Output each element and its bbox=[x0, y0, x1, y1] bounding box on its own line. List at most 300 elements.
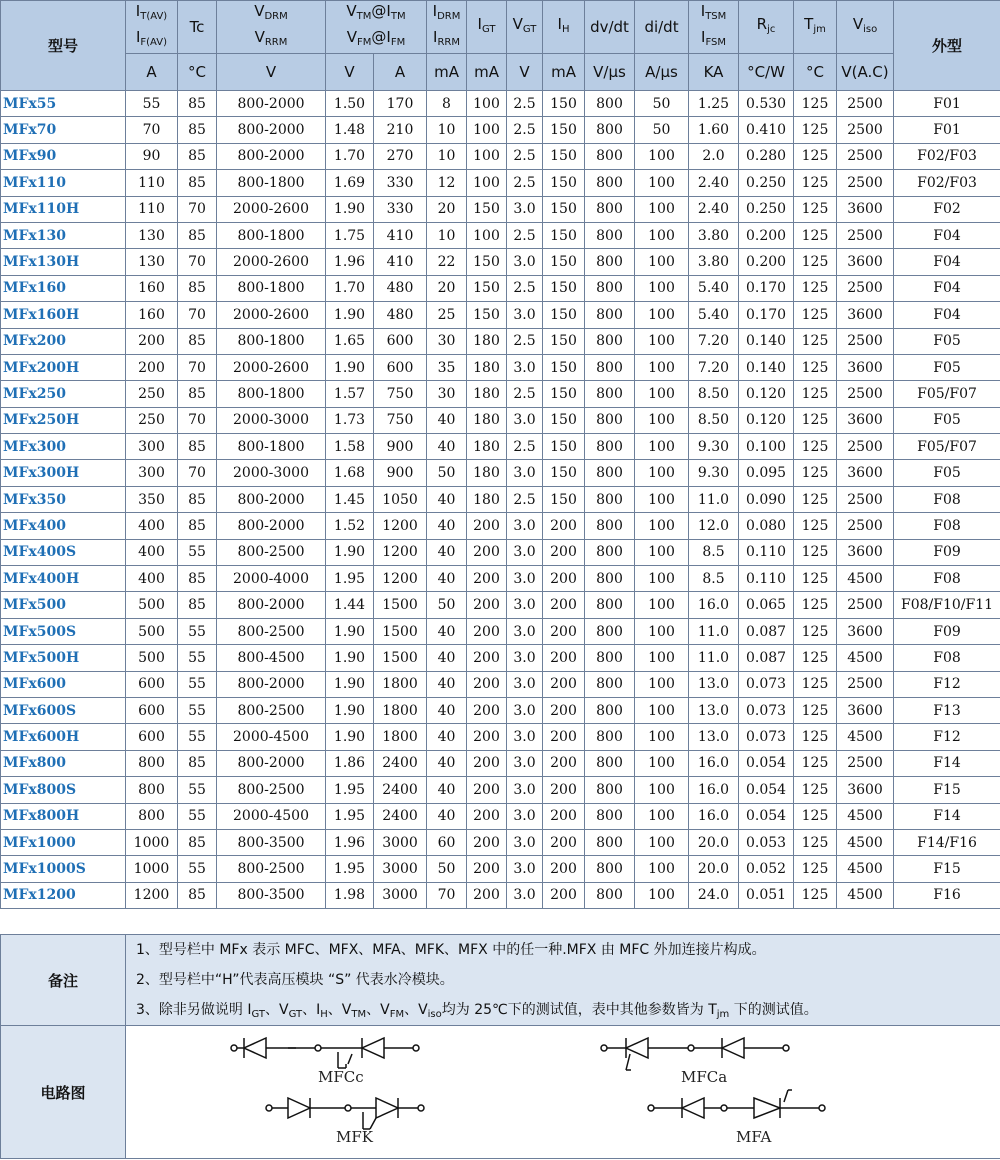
table-cell: 180 bbox=[467, 381, 507, 407]
subscript: TM bbox=[390, 11, 406, 22]
header-didt bbox=[635, 1, 689, 54]
table-cell: 1.86 bbox=[326, 750, 374, 776]
table-cell: 24.0 bbox=[689, 882, 739, 908]
header-ih bbox=[543, 1, 585, 54]
table-row bbox=[1, 566, 1000, 592]
table-cell: 2.40 bbox=[689, 196, 739, 222]
table-cell: 100 bbox=[635, 566, 689, 592]
table-cell: 350 bbox=[126, 486, 178, 512]
table-cell: 0.140 bbox=[739, 354, 794, 380]
table-cell: 1.65 bbox=[326, 328, 374, 354]
header-line: $I_{F(AV)}$ bbox=[135, 28, 168, 48]
table-cell: 85 bbox=[178, 592, 217, 618]
table-cell: 85 bbox=[178, 434, 217, 460]
table-cell: 100 bbox=[635, 777, 689, 803]
table-cell: 800 bbox=[585, 460, 635, 486]
table-cell: 100 bbox=[635, 275, 689, 301]
table-cell: 11.0 bbox=[689, 645, 739, 671]
table-header bbox=[1, 1, 1000, 91]
table-cell: F04 bbox=[894, 275, 1000, 301]
table-cell: 0.052 bbox=[739, 856, 794, 882]
table-cell: 125 bbox=[794, 829, 837, 855]
table-cell: 150 bbox=[467, 249, 507, 275]
table-cell: 9.30 bbox=[689, 434, 739, 460]
table-cell: 100 bbox=[635, 645, 689, 671]
table-cell: 11.0 bbox=[689, 618, 739, 644]
table-cell: 3.0 bbox=[507, 460, 543, 486]
table-cell: 3000 bbox=[374, 856, 427, 882]
subscript: TM bbox=[351, 1009, 367, 1020]
table-cell: 0.053 bbox=[739, 829, 794, 855]
table-cell: 1.70 bbox=[326, 275, 374, 301]
table-cell: 200 bbox=[543, 803, 585, 829]
table-cell: 1.90 bbox=[326, 645, 374, 671]
table-row bbox=[1, 275, 1000, 301]
model-cell: MFx800S bbox=[1, 777, 126, 803]
table-cell: 70 bbox=[178, 407, 217, 433]
table-cell: 150 bbox=[543, 486, 585, 512]
table-cell: 85 bbox=[178, 91, 217, 117]
table-cell: 85 bbox=[178, 117, 217, 143]
table-cell: 1.73 bbox=[326, 407, 374, 433]
circuit-row bbox=[1, 1026, 1000, 1159]
table-row bbox=[1, 222, 1000, 248]
header-line: $V_{iso}$ bbox=[852, 15, 878, 35]
table-cell: 200 bbox=[467, 856, 507, 882]
table-cell: 800 bbox=[585, 407, 635, 433]
table-cell: 150 bbox=[467, 302, 507, 328]
table-cell: 2.0 bbox=[689, 143, 739, 169]
table-cell: F02 bbox=[894, 196, 1000, 222]
table-cell: 2.5 bbox=[507, 486, 543, 512]
circuit-mfcc bbox=[231, 1038, 419, 1068]
table-cell: 125 bbox=[794, 302, 837, 328]
table-cell: 800-2000 bbox=[217, 91, 326, 117]
table-cell: 8 bbox=[427, 91, 467, 117]
model-cell: MFx130H bbox=[1, 249, 126, 275]
table-cell: 200 bbox=[543, 671, 585, 697]
table-cell: 1.48 bbox=[326, 117, 374, 143]
table-cell: 3600 bbox=[837, 249, 894, 275]
table-cell: 50 bbox=[427, 592, 467, 618]
table-cell: 50 bbox=[635, 91, 689, 117]
table-cell: 200 bbox=[467, 645, 507, 671]
table-row bbox=[1, 829, 1000, 855]
unit-vtm-2: A bbox=[374, 54, 427, 91]
table-cell: 1.60 bbox=[689, 117, 739, 143]
table-cell: 40 bbox=[427, 486, 467, 512]
table-row bbox=[1, 856, 1000, 882]
table-cell: 125 bbox=[794, 724, 837, 750]
table-cell: 800 bbox=[585, 882, 635, 908]
table-cell: 1.90 bbox=[326, 697, 374, 723]
table-cell: 110 bbox=[126, 170, 178, 196]
table-cell: 800 bbox=[585, 750, 635, 776]
table-cell: 800 bbox=[585, 803, 635, 829]
table-cell: 16.0 bbox=[689, 592, 739, 618]
header-row-symbols bbox=[1, 1, 1000, 54]
subscript: FSM bbox=[705, 37, 727, 48]
table-cell: F14/F16 bbox=[894, 829, 1000, 855]
unit-vgt: V bbox=[507, 54, 543, 91]
table-cell: 1.90 bbox=[326, 618, 374, 644]
subscript: jc bbox=[767, 24, 776, 35]
table-cell: 2.5 bbox=[507, 328, 543, 354]
table-cell: 0.200 bbox=[739, 222, 794, 248]
table-cell: 800 bbox=[585, 697, 635, 723]
table-cell: F04 bbox=[894, 302, 1000, 328]
table-cell: 16.0 bbox=[689, 750, 739, 776]
table-cell: 800 bbox=[585, 275, 635, 301]
subscript: TM bbox=[356, 11, 372, 22]
table-cell: 1.25 bbox=[689, 91, 739, 117]
table-cell: 180 bbox=[467, 407, 507, 433]
table-cell: 150 bbox=[543, 143, 585, 169]
table-cell: 85 bbox=[178, 275, 217, 301]
table-cell: 4500 bbox=[837, 645, 894, 671]
table-cell: 0.140 bbox=[739, 328, 794, 354]
table-cell: 3.0 bbox=[507, 618, 543, 644]
table-cell: 1.90 bbox=[326, 354, 374, 380]
table-cell: 200 bbox=[467, 697, 507, 723]
table-cell: 170 bbox=[374, 91, 427, 117]
header-line: Tc bbox=[189, 18, 205, 36]
table-cell: 3.0 bbox=[507, 829, 543, 855]
subscript: FM bbox=[389, 1009, 405, 1020]
table-cell: 800 bbox=[585, 856, 635, 882]
header-line: $R_{jc}$ bbox=[756, 15, 776, 35]
table-cell: 800 bbox=[585, 539, 635, 565]
table-row bbox=[1, 170, 1000, 196]
unit-viso: V(A.C) bbox=[837, 54, 894, 91]
table-cell: 3600 bbox=[837, 539, 894, 565]
table-cell: 0.170 bbox=[739, 302, 794, 328]
model-cell: MFx200 bbox=[1, 328, 126, 354]
model-cell: MFx55 bbox=[1, 91, 126, 117]
table-cell: 800 bbox=[585, 645, 635, 671]
circuit-label: 电路图 bbox=[1, 1026, 126, 1159]
subscript: iso bbox=[863, 24, 878, 35]
model-cell: MFx300 bbox=[1, 434, 126, 460]
table-cell: 800 bbox=[585, 170, 635, 196]
table-cell: 200 bbox=[543, 724, 585, 750]
table-cell: 1.95 bbox=[326, 777, 374, 803]
table-cell: 1.52 bbox=[326, 513, 374, 539]
model-cell: MFx500 bbox=[1, 592, 126, 618]
table-cell: 800 bbox=[585, 434, 635, 460]
table-cell: 200 bbox=[543, 618, 585, 644]
table-cell: 150 bbox=[467, 196, 507, 222]
table-cell: 125 bbox=[794, 592, 837, 618]
subscript: GT bbox=[522, 24, 537, 35]
table-cell: 3.0 bbox=[507, 354, 543, 380]
table-cell: 70 bbox=[126, 117, 178, 143]
table-cell: F05/F07 bbox=[894, 434, 1000, 460]
circuit-mfa bbox=[648, 1090, 825, 1118]
table-cell: 2500 bbox=[837, 434, 894, 460]
table-cell: 100 bbox=[635, 460, 689, 486]
table-cell: 100 bbox=[635, 328, 689, 354]
header-outline: 外型 bbox=[894, 1, 1000, 91]
table-cell: 3.0 bbox=[507, 249, 543, 275]
header-row-units bbox=[1, 54, 1000, 91]
table-cell: 50 bbox=[427, 460, 467, 486]
circuit-svg bbox=[126, 1026, 999, 1158]
table-cell: 13.0 bbox=[689, 697, 739, 723]
table-cell: 800-3500 bbox=[217, 829, 326, 855]
note-line-3: 3、除非另做说明 $I_{GT}$、$V_{GT}$、$I_H$、$V_{TM}$、$V_{FM}$、$V_{iso}$均为 25℃下的测试值，表中其他参数皆为 $T_{jm}$ 下的测试值。 bbox=[136, 1002, 818, 1020]
header-line: $V_{RRM}$ bbox=[254, 28, 288, 48]
table-cell: 100 bbox=[635, 803, 689, 829]
header-model: 型号 bbox=[1, 1, 126, 91]
table-cell: F14 bbox=[894, 803, 1000, 829]
table-cell: 3600 bbox=[837, 618, 894, 644]
table-cell: 100 bbox=[635, 434, 689, 460]
table-cell: 3000 bbox=[374, 882, 427, 908]
table-cell: 600 bbox=[374, 328, 427, 354]
table-cell: 3.0 bbox=[507, 566, 543, 592]
table-cell: 2.5 bbox=[507, 381, 543, 407]
table-cell: 125 bbox=[794, 777, 837, 803]
table-cell: 160 bbox=[126, 275, 178, 301]
table-cell: 5.40 bbox=[689, 302, 739, 328]
table-row bbox=[1, 249, 1000, 275]
table-cell: 150 bbox=[543, 381, 585, 407]
model-cell: MFx70 bbox=[1, 117, 126, 143]
table-cell: 125 bbox=[794, 460, 837, 486]
table-cell: 55 bbox=[178, 539, 217, 565]
table-cell: 40 bbox=[427, 434, 467, 460]
table-cell: 1.96 bbox=[326, 829, 374, 855]
header-line: $V_{DRM}$ bbox=[254, 2, 288, 22]
table-cell: 200 bbox=[467, 513, 507, 539]
table-cell: 0.100 bbox=[739, 434, 794, 460]
table-cell: 8.5 bbox=[689, 539, 739, 565]
table-cell: 2500 bbox=[837, 328, 894, 354]
header-viso bbox=[837, 1, 894, 54]
subscript: DRM bbox=[437, 11, 461, 22]
table-cell: 150 bbox=[543, 407, 585, 433]
table-row bbox=[1, 671, 1000, 697]
table-row bbox=[1, 91, 1000, 117]
table-cell: 125 bbox=[794, 143, 837, 169]
table-cell: 0.170 bbox=[739, 275, 794, 301]
table-cell: 7.20 bbox=[689, 354, 739, 380]
table-cell: 800-2000 bbox=[217, 486, 326, 512]
table-cell: 0.073 bbox=[739, 697, 794, 723]
table-cell: 200 bbox=[543, 697, 585, 723]
model-cell: MFx200H bbox=[1, 354, 126, 380]
table-row bbox=[1, 354, 1000, 380]
table-cell: 20.0 bbox=[689, 829, 739, 855]
table-cell: 100 bbox=[635, 249, 689, 275]
table-cell: 400 bbox=[126, 539, 178, 565]
table-cell: 1.45 bbox=[326, 486, 374, 512]
table-cell: 0.110 bbox=[739, 566, 794, 592]
table-cell: 125 bbox=[794, 222, 837, 248]
table-cell: 70 bbox=[178, 196, 217, 222]
table-cell: 2000-2600 bbox=[217, 354, 326, 380]
note-line-1: 1、型号栏中 MFx 表示 MFC、MFX、MFA、MFK、MFX 中的任一种.MFX 由 MFC 外加连接片构成。 bbox=[136, 942, 766, 958]
model-cell: MFx400S bbox=[1, 539, 126, 565]
table-cell: 100 bbox=[635, 882, 689, 908]
table-cell: 85 bbox=[178, 486, 217, 512]
table-cell: 800-3500 bbox=[217, 882, 326, 908]
table-cell: 1050 bbox=[374, 486, 427, 512]
table-cell: 150 bbox=[543, 354, 585, 380]
table-cell: F12 bbox=[894, 671, 1000, 697]
table-cell: 200 bbox=[467, 618, 507, 644]
table-cell: 3.0 bbox=[507, 671, 543, 697]
notes-row bbox=[1, 935, 1000, 1026]
thyristor-symbol bbox=[362, 1038, 384, 1058]
header-vtm bbox=[326, 1, 427, 54]
table-cell: 800 bbox=[585, 724, 635, 750]
table-cell: 20 bbox=[427, 196, 467, 222]
header-vdrm bbox=[217, 1, 326, 54]
model-cell: MFx110 bbox=[1, 170, 126, 196]
model-cell: MFx300H bbox=[1, 460, 126, 486]
model-cell: MFx500S bbox=[1, 618, 126, 644]
table-cell: 2500 bbox=[837, 592, 894, 618]
table-cell: F05 bbox=[894, 460, 1000, 486]
table-cell: 150 bbox=[543, 434, 585, 460]
table-cell: 55 bbox=[126, 91, 178, 117]
table-cell: 85 bbox=[178, 750, 217, 776]
table-cell: 125 bbox=[794, 513, 837, 539]
table-cell: 60 bbox=[427, 829, 467, 855]
table-cell: 125 bbox=[794, 803, 837, 829]
table-cell: 100 bbox=[635, 697, 689, 723]
unit-itav: A bbox=[126, 54, 178, 91]
table-cell: 1.58 bbox=[326, 434, 374, 460]
table-cell: 100 bbox=[635, 222, 689, 248]
table-cell: 1200 bbox=[126, 882, 178, 908]
table-cell: 2500 bbox=[837, 222, 894, 248]
table-cell: 100 bbox=[635, 829, 689, 855]
table-row bbox=[1, 513, 1000, 539]
table-cell: 125 bbox=[794, 697, 837, 723]
model-cell: MFx400 bbox=[1, 513, 126, 539]
table-cell: 300 bbox=[126, 460, 178, 486]
table-cell: 800 bbox=[585, 486, 635, 512]
unit-itsm: KA bbox=[689, 54, 739, 91]
table-cell: 800-2000 bbox=[217, 117, 326, 143]
header-idrm bbox=[427, 1, 467, 54]
table-cell: 2500 bbox=[837, 91, 894, 117]
header-line: $T_{jm}$ bbox=[804, 15, 826, 35]
subscript: T(AV) bbox=[140, 11, 168, 22]
table-cell: 125 bbox=[794, 856, 837, 882]
table-cell: 1.75 bbox=[326, 222, 374, 248]
table-cell: 110 bbox=[126, 196, 178, 222]
table-cell: 800 bbox=[585, 302, 635, 328]
table-cell: 85 bbox=[178, 882, 217, 908]
table-row bbox=[1, 117, 1000, 143]
model-cell: MFx1000S bbox=[1, 856, 126, 882]
table-cell: 1.70 bbox=[326, 143, 374, 169]
table-cell: 55 bbox=[178, 645, 217, 671]
header-line: $I_{FSM}$ bbox=[701, 28, 727, 48]
table-cell: 85 bbox=[178, 222, 217, 248]
table-cell: 3600 bbox=[837, 407, 894, 433]
table-cell: 25 bbox=[427, 302, 467, 328]
table-cell: 160 bbox=[126, 302, 178, 328]
header-line: $I_{GT}$ bbox=[477, 15, 496, 35]
table-row bbox=[1, 434, 1000, 460]
table-cell: 40 bbox=[427, 513, 467, 539]
table-cell: F13 bbox=[894, 697, 1000, 723]
table-cell: 200 bbox=[543, 513, 585, 539]
table-cell: 800-1800 bbox=[217, 328, 326, 354]
table-row bbox=[1, 750, 1000, 776]
table-cell: 800 bbox=[585, 91, 635, 117]
table-cell: 480 bbox=[374, 302, 427, 328]
table-cell: 800-2500 bbox=[217, 777, 326, 803]
table-cell: F12 bbox=[894, 724, 1000, 750]
table-cell: 3.0 bbox=[507, 539, 543, 565]
table-cell: 1.95 bbox=[326, 566, 374, 592]
unit-tc: °C bbox=[178, 54, 217, 91]
table-cell: 40 bbox=[427, 645, 467, 671]
table-cell: 750 bbox=[374, 407, 427, 433]
table-cell: 11.0 bbox=[689, 486, 739, 512]
unit-rjc: °C/W bbox=[739, 54, 794, 91]
circuit-mfk bbox=[266, 1098, 424, 1129]
table-cell: 40 bbox=[427, 539, 467, 565]
table-cell: 100 bbox=[635, 539, 689, 565]
table-cell: 100 bbox=[635, 354, 689, 380]
table-cell: 100 bbox=[635, 143, 689, 169]
table-cell: 0.110 bbox=[739, 539, 794, 565]
table-cell: 330 bbox=[374, 196, 427, 222]
unit-vtm: V bbox=[326, 54, 374, 91]
table-cell: 1.98 bbox=[326, 882, 374, 908]
table-cell: 55 bbox=[178, 777, 217, 803]
table-cell: 1.90 bbox=[326, 724, 374, 750]
table-cell: 2000-4500 bbox=[217, 724, 326, 750]
table-cell: 200 bbox=[467, 750, 507, 776]
table-cell: 55 bbox=[178, 724, 217, 750]
table-cell: 1800 bbox=[374, 671, 427, 697]
table-cell: 4500 bbox=[837, 566, 894, 592]
table-cell: 100 bbox=[635, 381, 689, 407]
table-cell: 200 bbox=[543, 829, 585, 855]
table-cell: 3.0 bbox=[507, 196, 543, 222]
table-cell: 130 bbox=[126, 249, 178, 275]
table-cell: 800 bbox=[585, 671, 635, 697]
header-line: $V_{TM}@I_{TM}$ bbox=[346, 2, 406, 22]
table-cell: 200 bbox=[543, 856, 585, 882]
table-row bbox=[1, 328, 1000, 354]
table-cell: 3000 bbox=[374, 829, 427, 855]
label-mfca: MFCa bbox=[681, 1068, 728, 1086]
table-cell: 150 bbox=[543, 196, 585, 222]
table-cell: 40 bbox=[427, 671, 467, 697]
table-cell: 3.0 bbox=[507, 724, 543, 750]
table-cell: 5.40 bbox=[689, 275, 739, 301]
table-cell: 22 bbox=[427, 249, 467, 275]
table-cell: 125 bbox=[794, 486, 837, 512]
table-cell: F16 bbox=[894, 882, 1000, 908]
note-line-2: 2、型号栏中“H”代表高压模块 “S” 代表水冷模块。 bbox=[136, 972, 454, 988]
table-cell: 55 bbox=[178, 671, 217, 697]
table-cell: 200 bbox=[467, 566, 507, 592]
table-cell: 1.95 bbox=[326, 803, 374, 829]
table-cell: 200 bbox=[467, 803, 507, 829]
table-row bbox=[1, 697, 1000, 723]
label-mfa: MFA bbox=[736, 1128, 772, 1146]
